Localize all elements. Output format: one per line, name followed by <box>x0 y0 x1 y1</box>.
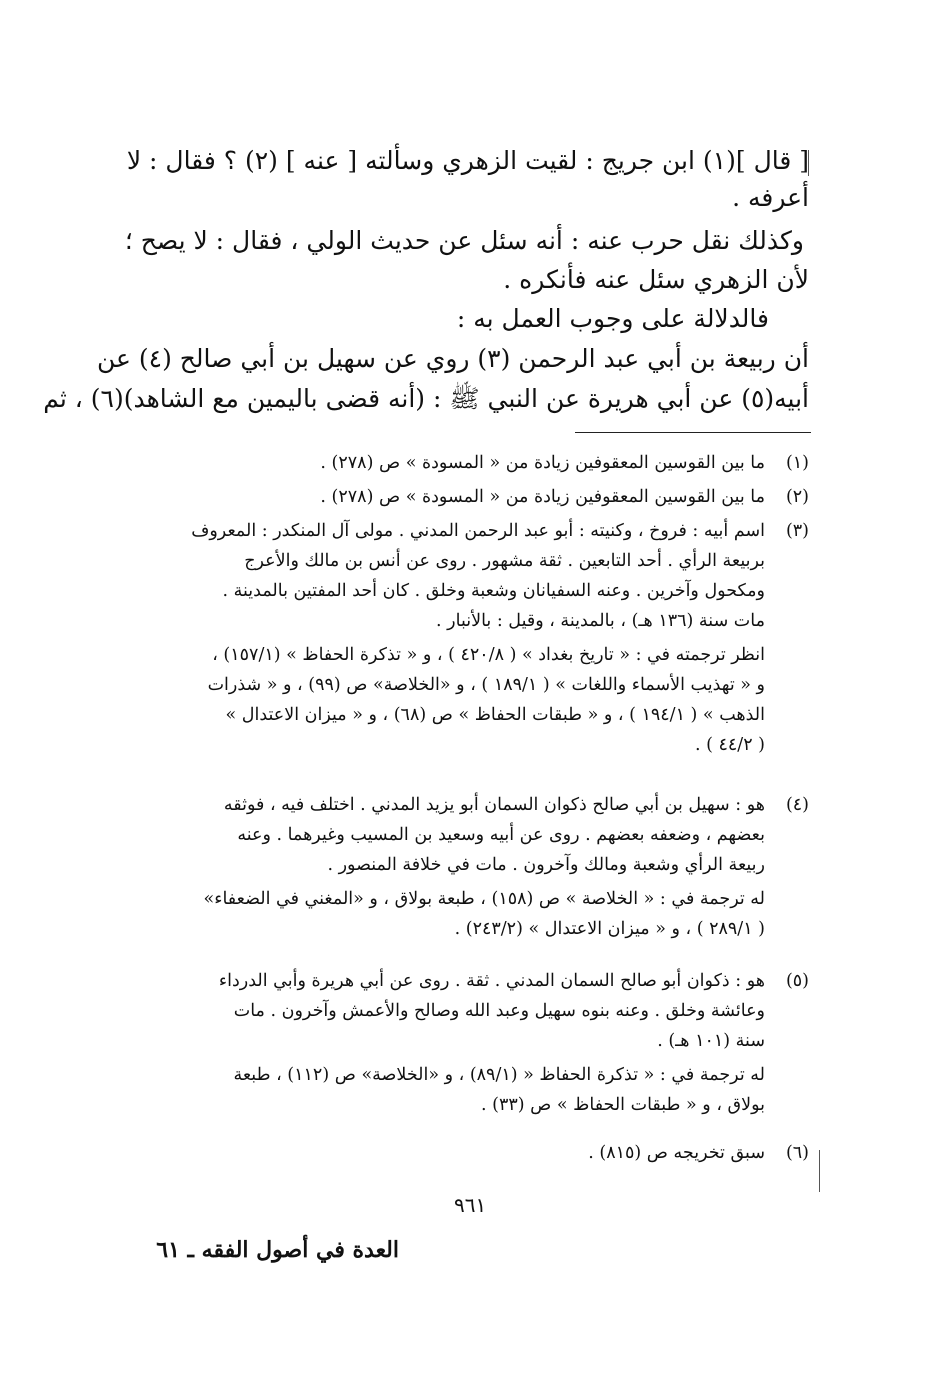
footnote-line: له ترجمة في : « تذكرة الحفاظ « (٨٩/١) ، و «الخلاصة» ص (١١٢) ، طبعة <box>233 1065 765 1085</box>
footnote-line: ما بين القوسين المعقوفين زيادة من « المسودة » ص (٢٧٨) . <box>320 487 765 507</box>
footnote-separator <box>575 432 811 433</box>
footnote-line: بعضهم ، وضعفه بعضهم . روى عن أبيه وسعيد بن المسيب وغيرهما . وعنه <box>237 825 765 845</box>
footnote-number: (٦) <box>785 1143 809 1163</box>
main-line: فالدلالة على وجوب العمل به : <box>456 304 769 333</box>
footnote <box>139 482 809 512</box>
footnote-line: بولاق ، و « طبقات الحفاظ » ص (٣٣) . <box>481 1095 765 1115</box>
margin-mark-bottom <box>819 1150 820 1192</box>
footnote-number: (٥) <box>785 971 809 991</box>
main-line: وكذلك نقل حرب عنه : أنه سئل عن حديث الولي ، فقال : لا يصح ؛ <box>124 226 804 255</box>
main-line: أعرفه . <box>732 183 809 212</box>
footnote-line: ومكحول وآخرين . وعنه السفيانان وشعبة وخلق . كان أحد المفتين بالمدينة . <box>222 581 765 601</box>
footnote <box>139 516 809 760</box>
footnote-line: اسم أبيه : فروخ ، وكنيته : أبو عبد الرحمن المدني . مولى آل المنكدر : المعروف <box>191 521 765 541</box>
footnote-number: (٣) <box>785 521 809 541</box>
footnote <box>139 1138 809 1168</box>
footnote-number: (٤) <box>785 795 809 815</box>
footnote-line: ( ٤٤/٢ ) . <box>694 735 765 755</box>
footnote-number: (١) <box>785 453 809 473</box>
footer-title: العدة في أصول الفقه ـ ٦١ <box>156 1237 399 1263</box>
footnote-line: انظر ترجمته في : « تاريخ بغداد » ( ٤٢٠/٨ ) ، و « تذكرة الحفاظ » (١٥٧/١) ، <box>212 645 765 665</box>
footnote-line: هو : سهيل بن أبي صالح ذكوان السمان أبو يزيد المدني . اختلف فيه ، فوثقه <box>223 795 765 815</box>
main-line: [ قال ](١) ابن جريج : لقيت الزهري وسألته [ عنه ] (٢) ؟ فقال : لا <box>126 146 809 175</box>
main-line: أن ربيعة بن أبي عبد الرحمن (٣) روي عن سهيل بن أبي صالح (٤) عن <box>97 344 809 373</box>
footnote-line: وعائشة وخلق . وعنه بنوه سهيل وعبد الله وصالح والأعمش وآخرون . مات <box>233 1001 765 1021</box>
footnote-line: ما بين القوسين المعقوفين زيادة من « المسودة » ص (٢٧٨) . <box>320 453 765 473</box>
footnote-line: له ترجمة في : « الخلاصة » ص (١٥٨) ، طبعة بولاق ، و «المغني في الضعفاء» <box>203 889 765 909</box>
footnote <box>139 966 809 1120</box>
footnote-line: ( ٢٨٩/١ ) ، و « ميزان الاعتدال » (٢٤٣/٢) . <box>454 919 765 939</box>
footnote-line: سنة (١٠١ هـ) . <box>657 1031 765 1051</box>
footnote-line: الذهب » ( ١٩٤/١ ) ، و « طبقات الحفاظ » ص (٦٨) ، و « ميزان الاعتدال » <box>225 705 765 725</box>
footnote-line: بربيعة الرأي . أحد التابعين . ثقة مشهور . روى عن أنس بن مالك والأعرج <box>244 551 765 571</box>
main-line: أبيه(٥) عن أبي هريرة عن النبي ﷺ : (أنه قضى باليمين مع الشاهد)(٦) ، ثم <box>43 384 809 413</box>
footnote-line: هو : ذكوان أبو صالح السمان المدني . ثقة . روى عن أبي هريرة وأبي الدرداء <box>218 971 765 991</box>
page-number: ٩٦١ <box>454 1193 487 1217</box>
footnote-line: و « تهذيب الأسماء واللغات » ( ١٨٩/١ ) ، و «الخلاصة» ص (٩٩) ، و « شذرات <box>207 675 765 695</box>
footnote-line: سبق تخريجه ص (٨١٥) . <box>588 1143 765 1163</box>
footnote <box>139 448 809 478</box>
footnote-line: مات سنة (١٣٦ هـ) ، بالمدينة ، وقيل : بالأنبار . <box>436 611 765 631</box>
footnote <box>139 790 809 944</box>
footnote-line: ربيعة الرأي وشعبة ومالك وآخرون . مات في خلافة المنصور . <box>327 855 765 875</box>
main-line: لأن الزهري سئل عنه فأنكره . <box>503 265 809 294</box>
footnote-number: (٢) <box>785 487 809 507</box>
